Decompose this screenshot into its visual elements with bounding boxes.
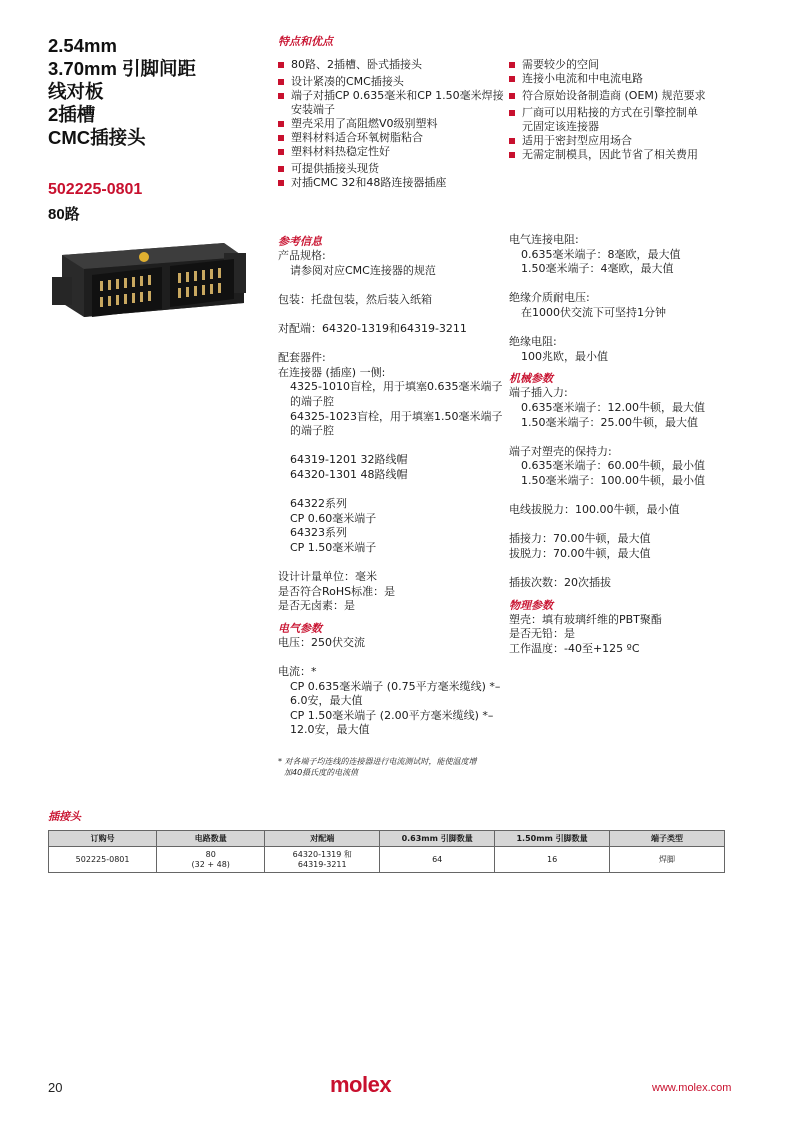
dielectric-label: 绝缘介质耐电压: — [509, 291, 590, 305]
bullet-square-icon — [278, 166, 284, 172]
retention-line: 0.635毫米端子：60.00牛顿，最小值 — [521, 459, 705, 473]
list-item: 塑壳采用了高阻燃V0级别塑料 — [278, 117, 504, 131]
mating-force: 插接力：70.00牛顿，最大值 — [509, 532, 651, 546]
circuits-cell: 80 (32 + 48) — [157, 847, 265, 873]
design-units: 设计计量单位：毫米 — [278, 570, 377, 584]
list-item: 塑料材料适合环氧树脂粘合 — [278, 131, 504, 145]
insertion-line: 1.50毫米端子：25.00牛顿，最大值 — [521, 415, 698, 429]
bullet-square-icon — [278, 149, 284, 155]
product-title — [48, 34, 268, 149]
reference-heading: 参考信息 — [278, 235, 322, 248]
list-item: 塑料材料热稳定性好 — [278, 145, 504, 159]
mates-cell: 64320-1319 和 64319-3211 — [265, 847, 380, 873]
unmating-force: 拔脱力：70.00牛顿，最大值 — [509, 546, 651, 560]
column-header: 对配端 — [265, 831, 380, 847]
list-item: 无需定制模具，因此节省了相关费用 — [509, 148, 706, 162]
bullet-square-icon — [278, 79, 284, 85]
connector-product-image — [44, 225, 254, 335]
column-header: 订购号 — [49, 831, 157, 847]
bullet-square-icon — [278, 93, 284, 99]
halogen-free: 是否无卤素：是 — [278, 599, 355, 613]
reference-column — [278, 233, 503, 778]
current-footnote: * 对各端子均连线的连接器进行电流测试时，能使温度增 — [278, 757, 477, 766]
list-item: 连接小电流和中电流电路 — [509, 72, 706, 86]
retention-line: 1.50毫米端子：100.00牛顿，最小值 — [521, 473, 705, 487]
title-line-1: 2.54mm — [48, 35, 117, 56]
terminal-line: 64322系列 — [290, 497, 347, 511]
list-item: 适用于密封型应用场合 — [509, 134, 706, 148]
packaging: 包装：托盘包装，然后装入纸箱 — [278, 292, 432, 306]
column-header: 0.63mm 引脚数量 — [380, 831, 495, 847]
current-line: CP 1.50毫米端子 (2.00平方毫米缆线) *– — [290, 708, 494, 722]
current-footnote: 加40摄氏度的电流值 — [284, 768, 359, 777]
terminal-line: CP 1.50毫米端子 — [290, 540, 377, 554]
bullet-square-icon — [509, 138, 515, 144]
bullet-square-icon — [278, 62, 284, 68]
contact-resistance-label: 电气连接电阻: — [509, 233, 579, 246]
table-row — [49, 847, 725, 873]
list-item: 端子对插CP 0.635毫米和CP 1.50毫米焊接 安装端子 — [278, 89, 504, 117]
wire-pullout: 电线拔脱力：100.00牛顿，最小值 — [509, 503, 680, 517]
spec-label: 产品规格: — [278, 249, 326, 262]
rohs-compliance: 是否符合RoHS标准：是 — [278, 584, 396, 598]
bullet-square-icon — [278, 121, 284, 127]
spec-value: 请参阅对应CMC连接器的规范 — [290, 263, 436, 277]
features-list-left — [278, 58, 504, 190]
pins-150-cell: 16 — [495, 847, 610, 873]
terminal-line: CP 0.60毫米端子 — [290, 511, 377, 525]
title-line-4: 2插槽 — [48, 104, 96, 125]
list-item: 设计紧凑的CMC插接头 — [278, 75, 504, 89]
column-header: 1.50mm 引脚数量 — [495, 831, 610, 847]
accessory-line: 64325-1023盲栓，用于填塞1.50毫米端子 — [290, 409, 503, 423]
bullet-square-icon — [509, 62, 515, 68]
terminal-line: 64323系列 — [290, 526, 347, 540]
features-list-right — [509, 58, 706, 162]
bullet-square-icon — [509, 152, 515, 158]
part-number: 502225-0801 — [48, 181, 143, 198]
molex-logo: molex — [330, 1072, 392, 1097]
current-label: 电流：* — [278, 665, 317, 679]
accessory-line: 4325-1010盲栓，用于填塞0.635毫米端子 — [290, 380, 503, 394]
table-header-row — [49, 831, 725, 847]
contact-resistance-line: 0.635毫米端子：8毫欧，最大值 — [521, 247, 681, 261]
accessory-line: 的端子腔 — [290, 394, 334, 408]
housing: 塑壳：填有玻璃纤维的PBT聚酯 — [509, 612, 662, 626]
dielectric-value: 在1000伏交流下可坚持1分钟 — [521, 305, 666, 319]
title-line-5: CMC插接头 — [48, 127, 146, 148]
column-header: 端子类型 — [610, 831, 725, 847]
list-item: 可提供插接头现货 — [278, 162, 504, 176]
table-heading: 插接头 — [48, 810, 81, 823]
order-number-cell: 502225-0801 — [49, 847, 157, 873]
title-line-2: 3.70mm 引脚间距 — [48, 58, 197, 79]
cap-line: 64320-1301 48路线帽 — [290, 467, 408, 481]
mates-with: 对配端：64320-1319和64319-3211 — [278, 321, 467, 335]
bullet-square-icon — [278, 135, 284, 141]
contact-resistance-line: 1.50毫米端子：4毫欧，最大值 — [521, 262, 674, 276]
cap-line: 64319-1201 32路线帽 — [290, 453, 408, 467]
accessory-line: 的端子腔 — [290, 424, 334, 438]
retention-label: 端子对塑壳的保持力: — [509, 444, 612, 458]
bullet-square-icon — [509, 110, 515, 116]
specs-column — [509, 233, 739, 656]
durability: 插拔次数：20次插拔 — [509, 576, 611, 590]
receptacle-side: 在连接器 (插座) 一侧: — [278, 365, 386, 379]
mechanical-heading: 机械参数 — [509, 372, 553, 386]
terminal-type-cell: 焊脚 — [610, 847, 725, 873]
operating-temperature: 工作温度：-40至+125 ºC — [509, 641, 640, 655]
lead-free: 是否无铅：是 — [509, 627, 575, 641]
bullet-square-icon — [509, 93, 515, 99]
accessories-label: 配套器件: — [278, 351, 326, 365]
list-item: 符合原始设备制造商 (OEM) 规范要求 — [509, 89, 706, 103]
current-line: 12.0安，最大值 — [290, 723, 370, 737]
features-heading: 特点和优点 — [278, 35, 333, 48]
physical-heading: 物理参数 — [509, 598, 553, 612]
voltage: 电压：250伏交流 — [278, 635, 365, 649]
current-line: 6.0安，最大值 — [290, 694, 363, 708]
bullet-square-icon — [278, 180, 284, 186]
column-header: 电路数量 — [157, 831, 265, 847]
insertion-line: 0.635毫米端子：12.00牛顿，最大值 — [521, 400, 705, 414]
circuit-count: 80路 — [48, 206, 80, 223]
list-item: 对插CMC 32和48路连接器插座 — [278, 176, 504, 190]
list-item: 需要较少的空间 — [509, 58, 706, 72]
title-line-3: 线对板 — [48, 81, 104, 102]
pins-063-cell: 64 — [380, 847, 495, 873]
ordering-table — [48, 830, 725, 873]
insulation-value: 100兆欧，最小值 — [521, 349, 608, 363]
electrical-heading: 电气参数 — [278, 621, 322, 635]
current-line: CP 0.635毫米端子 (0.75平方毫米缆线) *– — [290, 679, 501, 693]
website-link[interactable]: www.molex.com — [652, 1082, 732, 1094]
insulation-label: 绝缘电阻: — [509, 335, 557, 349]
list-item: 厂商可以用粘接的方式在引擎控制单 元固定该连接器 — [509, 106, 706, 134]
bullet-square-icon — [509, 76, 515, 82]
page-number: 20 — [48, 1080, 63, 1095]
insertion-label: 端子插入力: — [509, 386, 568, 400]
list-item: 80路、2插槽、卧式插接头 — [278, 58, 504, 72]
